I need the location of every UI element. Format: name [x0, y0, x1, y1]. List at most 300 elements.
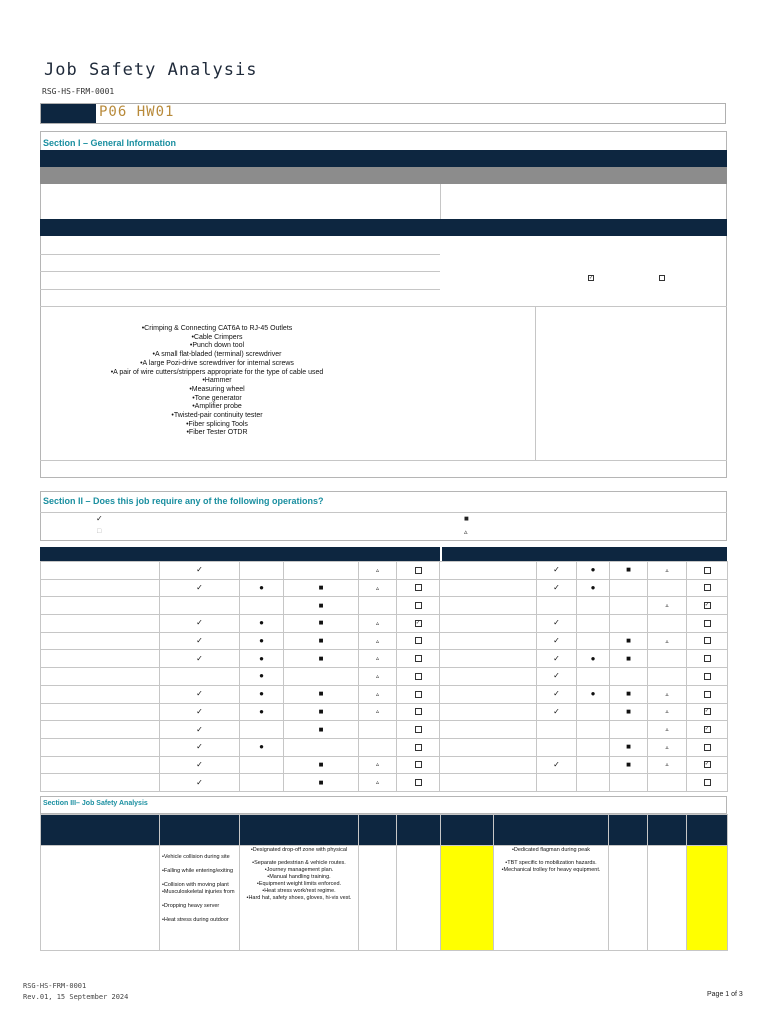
project-code: P06 HW01 — [99, 104, 175, 120]
operation-mark: ● — [259, 583, 264, 593]
operation-mark-cell — [648, 650, 687, 668]
operation-mark: ✓ — [196, 706, 203, 716]
operation-mark-cell — [610, 685, 648, 703]
operation-mark-cell — [687, 756, 728, 774]
operation-mark: ● — [259, 671, 264, 681]
operation-mark-cell — [284, 721, 359, 739]
operation-mark-cell — [648, 756, 687, 774]
operation-mark-cell — [397, 738, 440, 756]
operation-mark-cell — [648, 615, 687, 633]
operation-mark: ■ — [318, 689, 324, 699]
operation-mark-cell — [537, 721, 577, 739]
operation-mark-cell — [160, 721, 240, 739]
operation-mark-cell — [648, 562, 687, 580]
operation-mark-cell — [240, 668, 284, 686]
operation-mark-cell — [610, 615, 648, 633]
operation-mark-cell — [284, 579, 359, 597]
operation-mark: ✓ — [553, 653, 560, 663]
section1-header-bar-2 — [40, 219, 727, 236]
operation-mark: ● — [590, 689, 596, 699]
operation-mark-cell — [160, 738, 240, 756]
operation-mark-cell — [397, 756, 440, 774]
divider — [40, 271, 440, 272]
operation-label-cell — [440, 756, 537, 774]
operation-mark: ✓ — [196, 636, 203, 646]
tool-item: •Fiber Tester OTDR — [186, 429, 248, 437]
operation-row — [41, 774, 728, 792]
operation-mark: ■ — [626, 689, 631, 699]
operation-mark-cell — [610, 668, 648, 686]
tool-item: •Twisted-pair continuity tester — [171, 412, 263, 420]
operation-mark-cell — [610, 632, 648, 650]
operation-mark-cell — [160, 756, 240, 774]
operation-mark-cell — [648, 668, 687, 686]
checkbox-checked[interactable] — [415, 620, 422, 627]
operation-mark: ▵ — [665, 762, 669, 769]
checkbox-checked[interactable] — [704, 726, 711, 733]
section1-heading: Section I – General Information — [43, 138, 177, 148]
operation-mark-cell — [160, 668, 240, 686]
operation-mark: ✓ — [196, 583, 203, 593]
footer-doc-number: RSG-HS-FRM-0001 — [23, 982, 87, 990]
operation-mark-cell — [359, 774, 397, 792]
operation-mark-cell — [610, 597, 648, 615]
control-item: •Separate pedestrian & vehicle routes. — [252, 860, 346, 866]
operation-mark-cell — [284, 615, 359, 633]
operation-mark-cell — [284, 774, 359, 792]
jsa-header-cell — [41, 815, 160, 846]
operation-mark: ✓ — [196, 565, 203, 575]
operation-label-cell — [41, 632, 160, 650]
operation-mark-cell — [397, 668, 440, 686]
operation-mark-cell — [284, 632, 359, 650]
operation-mark-cell — [160, 685, 240, 703]
page-number: Page 1 of 3 — [707, 991, 743, 998]
operation-label-cell — [440, 579, 537, 597]
hazard-item: •Heat stress during outdoor — [162, 917, 229, 923]
operation-mark-cell — [359, 721, 397, 739]
operation-mark-cell — [648, 703, 687, 721]
jsa-header-cell — [648, 815, 687, 846]
operation-mark-cell — [577, 703, 610, 721]
operation-mark-cell — [284, 650, 359, 668]
checkbox-unchecked[interactable] — [704, 637, 711, 644]
operation-mark-cell — [537, 650, 577, 668]
tool-item: •Fiber splicing Tools — [186, 420, 248, 428]
operation-mark: ▵ — [665, 603, 669, 610]
checkbox-unchecked[interactable] — [415, 673, 422, 680]
jsa-table — [40, 814, 728, 951]
operation-mark-cell — [537, 562, 577, 580]
controls-cell — [240, 846, 359, 951]
operation-mark-cell — [359, 615, 397, 633]
control-item: •Journey management plan. — [264, 867, 334, 873]
risk-rating-cell — [441, 846, 494, 951]
checkbox-unchecked[interactable] — [704, 655, 711, 662]
operation-mark: ■ — [318, 777, 324, 787]
operation-label-cell — [440, 615, 537, 633]
tool-item: •A pair of wire cutters/strippers appropriate for the type of cable used — [110, 368, 324, 376]
operation-mark: ▵ — [665, 691, 669, 698]
legend-check-symbol: ✓ — [96, 514, 103, 523]
operation-mark-cell — [537, 774, 577, 792]
operation-mark: ▵ — [665, 709, 669, 716]
tool-item: •Tone generator — [192, 394, 242, 402]
operation-row — [41, 738, 728, 756]
operation-mark: ✓ — [196, 742, 203, 752]
checkbox-checked[interactable] — [704, 761, 711, 768]
operation-mark-cell — [537, 668, 577, 686]
operation-mark-cell — [397, 650, 440, 668]
operation-row — [41, 721, 728, 739]
operation-mark: ■ — [626, 565, 631, 575]
operation-mark-cell — [397, 721, 440, 739]
operation-mark: ● — [590, 653, 596, 663]
operation-mark-cell — [160, 597, 240, 615]
operation-mark-cell — [537, 685, 577, 703]
operation-mark-cell — [648, 597, 687, 615]
operation-mark-cell — [610, 756, 648, 774]
tool-item: •A small flat-bladed (terminal) screwdriver — [152, 351, 282, 359]
section3-heading: Section III– Job Safety Analysis — [43, 800, 148, 807]
operation-mark-cell — [397, 579, 440, 597]
operation-mark: ■ — [626, 653, 631, 663]
section1-header-bar — [40, 150, 727, 167]
operation-mark-cell — [610, 703, 648, 721]
operation-mark-cell — [687, 597, 728, 615]
checkbox-unchecked[interactable] — [704, 744, 711, 751]
operation-mark-cell — [537, 738, 577, 756]
operation-mark-cell — [359, 650, 397, 668]
operation-mark-cell — [359, 579, 397, 597]
footer-revision: Rev.01, 15 September 2024 — [23, 993, 129, 1001]
operation-row — [41, 756, 728, 774]
operation-mark-cell — [687, 721, 728, 739]
hazard-item: •Collision with moving plant •Musculoskeletal injuries from — [162, 882, 235, 895]
checkbox-unchecked[interactable] — [415, 637, 422, 644]
operation-mark: ● — [259, 618, 264, 628]
checkbox-unchecked[interactable] — [415, 567, 422, 574]
operation-row — [41, 650, 728, 668]
control-item: •Designated drop-off zone with physical — [250, 847, 348, 853]
checkbox-unchecked[interactable] — [415, 691, 422, 698]
tool-item: •Crimping & Connecting CAT6A to RJ-45 Outlets — [141, 325, 293, 332]
control-item: •Manual handling training. — [267, 874, 331, 880]
operation-label-cell — [41, 703, 160, 721]
operation-mark-cell — [648, 632, 687, 650]
document-number: RSG-HS-FRM-0001 — [42, 87, 115, 96]
operation-mark-cell — [359, 597, 397, 615]
operation-mark-cell — [240, 579, 284, 597]
operation-mark: ✓ — [196, 653, 203, 663]
checkbox-unchecked[interactable] — [415, 708, 422, 715]
checkbox-unchecked[interactable] — [415, 726, 422, 733]
jsa-header-cell — [160, 815, 240, 846]
operation-mark-cell — [284, 703, 359, 721]
operation-mark: ✓ — [553, 671, 560, 681]
operation-mark-cell — [359, 632, 397, 650]
operation-label-cell — [440, 632, 537, 650]
operation-mark-cell — [577, 579, 610, 597]
operation-label-cell — [440, 668, 537, 686]
legend-box-symbol: □ — [97, 528, 102, 535]
operation-mark: ✓ — [553, 706, 560, 716]
checkbox-checked[interactable]: ✓ — [589, 275, 594, 281]
operation-mark-cell — [687, 579, 728, 597]
checkbox-unchecked[interactable] — [704, 779, 711, 786]
operation-mark-cell — [160, 615, 240, 633]
operation-mark-cell — [577, 562, 610, 580]
checkbox-unchecked[interactable] — [704, 584, 711, 591]
operation-mark: ✓ — [553, 689, 560, 699]
checkbox-unchecked[interactable] — [659, 275, 665, 281]
residual-risk-cell — [687, 846, 728, 951]
operation-mark-cell — [160, 703, 240, 721]
operation-mark-cell — [537, 579, 577, 597]
operation-mark-cell — [577, 597, 610, 615]
operation-label-cell — [41, 685, 160, 703]
operation-mark: ■ — [318, 636, 324, 646]
operation-label-cell — [41, 562, 160, 580]
operation-label-cell — [41, 774, 160, 792]
jsa-header-cell — [397, 815, 441, 846]
operation-mark: ● — [259, 636, 264, 646]
operation-mark-cell — [397, 703, 440, 721]
operation-mark: ■ — [318, 759, 324, 769]
operation-mark-cell — [240, 632, 284, 650]
operation-label-cell — [440, 650, 537, 668]
operation-mark-cell — [397, 562, 440, 580]
checkbox-unchecked[interactable] — [415, 602, 422, 609]
checkbox-unchecked[interactable] — [415, 655, 422, 662]
operation-mark-cell — [537, 632, 577, 650]
additional-controls-cell — [494, 846, 609, 951]
tool-item: •A large Pozi-drive screwdriver for internal screws — [140, 359, 294, 367]
jsa-header-cell — [494, 815, 609, 846]
operation-mark-cell — [397, 597, 440, 615]
operation-label-cell — [440, 562, 537, 580]
operation-mark-cell — [610, 579, 648, 597]
operation-mark-cell — [687, 632, 728, 650]
operation-mark-cell — [240, 774, 284, 792]
operation-mark-cell — [648, 721, 687, 739]
operation-mark-cell — [687, 738, 728, 756]
operation-mark-cell — [284, 738, 359, 756]
operation-mark-cell — [610, 721, 648, 739]
operation-mark: ■ — [626, 636, 631, 646]
checkbox-unchecked[interactable] — [415, 779, 422, 786]
section2-heading: Section II – Does this job require any of the following operations? — [43, 496, 324, 506]
control-item: •Heat stress work/rest regime. — [262, 888, 336, 894]
hazards-cell — [160, 846, 240, 951]
hazard-item: •Falling while entering/exiting — [162, 868, 234, 874]
operation-mark: ■ — [626, 706, 631, 716]
operations-grid — [40, 561, 728, 792]
control-item: •Equipment weight limits enforced. — [256, 881, 342, 887]
operation-mark: ▵ — [375, 691, 379, 698]
hazard-item: •Vehicle collision during site — [162, 854, 230, 860]
operation-mark: ✓ — [196, 777, 203, 787]
operation-mark: ■ — [626, 759, 631, 769]
operation-mark: ▵ — [375, 780, 379, 787]
operation-mark: ✓ — [196, 724, 203, 734]
operation-mark-cell — [687, 562, 728, 580]
operation-mark: ■ — [626, 742, 631, 752]
jsa-cell — [648, 846, 687, 951]
operation-mark-cell — [284, 597, 359, 615]
operation-mark-cell — [687, 615, 728, 633]
checkbox-unchecked[interactable] — [415, 744, 422, 751]
operation-mark: ■ — [318, 706, 324, 716]
operation-mark: ▵ — [665, 567, 669, 574]
operation-mark: ● — [590, 565, 596, 575]
operation-mark: ● — [259, 653, 264, 663]
operation-mark-cell — [240, 562, 284, 580]
operation-label-cell — [41, 579, 160, 597]
tool-item: •Measuring wheel — [189, 385, 245, 393]
jsa-header-cell — [687, 815, 728, 846]
operation-mark-cell — [240, 650, 284, 668]
operation-mark: ✓ — [553, 565, 560, 575]
operation-row — [41, 615, 728, 633]
checkbox-unchecked[interactable] — [415, 761, 422, 768]
project-id-bar — [40, 103, 726, 124]
hazard-item: •Dropping heavy server — [162, 903, 220, 909]
operation-mark-cell — [610, 650, 648, 668]
operation-mark: ▵ — [375, 762, 379, 769]
operation-mark-cell — [577, 721, 610, 739]
operation-mark: ✓ — [196, 618, 203, 628]
operation-mark-cell — [687, 774, 728, 792]
operation-row — [41, 685, 728, 703]
operation-mark: ✓ — [553, 583, 560, 593]
tool-item: •Cable Crimpers — [191, 333, 243, 341]
operation-mark-cell — [397, 685, 440, 703]
checkbox-checked[interactable] — [704, 602, 711, 609]
operation-mark-cell — [648, 738, 687, 756]
operation-mark-cell — [577, 738, 610, 756]
divider — [40, 512, 727, 513]
operation-row — [41, 668, 728, 686]
operation-mark-cell — [577, 650, 610, 668]
operation-mark-cell — [648, 774, 687, 792]
project-id-marker — [41, 104, 96, 123]
operation-label-cell — [440, 774, 537, 792]
operation-row — [41, 562, 728, 580]
operation-mark-cell — [397, 632, 440, 650]
operation-label-cell — [41, 650, 160, 668]
operation-mark: ■ — [318, 583, 324, 593]
divider — [40, 289, 440, 290]
operation-mark-cell — [397, 774, 440, 792]
operation-label-cell — [440, 685, 537, 703]
checkbox-unchecked[interactable] — [704, 620, 711, 627]
checkbox-unchecked[interactable] — [704, 673, 711, 680]
operation-mark-cell — [284, 756, 359, 774]
jsa-header-cell — [609, 815, 648, 846]
jsa-cell — [609, 846, 648, 951]
operations-header-left — [40, 547, 440, 561]
checkbox-unchecked[interactable] — [704, 691, 711, 698]
operation-mark-cell — [359, 685, 397, 703]
jsa-header-cell — [441, 815, 494, 846]
operation-row — [41, 703, 728, 721]
operation-mark-cell — [648, 579, 687, 597]
operation-mark: ✓ — [553, 618, 560, 628]
operation-mark-cell — [610, 774, 648, 792]
operation-mark-cell — [537, 703, 577, 721]
operation-mark-cell — [160, 579, 240, 597]
operation-mark-cell — [537, 615, 577, 633]
jsa-cell — [397, 846, 441, 951]
operation-mark-cell — [359, 738, 397, 756]
operation-mark-cell — [687, 668, 728, 686]
operation-label-cell — [440, 703, 537, 721]
operation-mark-cell — [240, 721, 284, 739]
operation-mark-cell — [240, 615, 284, 633]
additional-control-item: •Mechanical trolley for heavy equipment. — [501, 867, 601, 873]
operation-mark-cell — [160, 562, 240, 580]
tool-item: •Amplifier probe — [192, 403, 242, 411]
operation-mark: ▵ — [375, 709, 379, 716]
operation-mark-cell — [577, 756, 610, 774]
operation-mark: ■ — [318, 618, 324, 628]
operation-mark: ● — [590, 583, 596, 593]
operation-mark-cell — [577, 615, 610, 633]
operation-mark: ▵ — [665, 744, 669, 751]
checkbox-unchecked[interactable] — [415, 584, 422, 591]
operation-mark-cell — [240, 738, 284, 756]
operation-mark: ■ — [318, 724, 324, 734]
operation-mark: ▵ — [375, 673, 379, 680]
operation-row — [41, 632, 728, 650]
checkbox-checked[interactable] — [704, 708, 711, 715]
operation-mark-cell — [397, 615, 440, 633]
operation-mark: ▵ — [375, 638, 379, 645]
divider — [40, 306, 727, 307]
jsa-header-cell — [359, 815, 397, 846]
operation-mark-cell — [577, 774, 610, 792]
operation-mark: ✓ — [196, 759, 203, 769]
divider — [535, 306, 536, 460]
operation-row — [41, 579, 728, 597]
operation-mark-cell — [284, 668, 359, 686]
operation-label-cell — [41, 721, 160, 739]
operation-label-cell — [41, 756, 160, 774]
operation-mark-cell — [537, 597, 577, 615]
operation-mark: ■ — [318, 600, 324, 610]
operation-mark-cell — [687, 650, 728, 668]
operation-mark-cell — [359, 668, 397, 686]
operation-mark-cell — [577, 668, 610, 686]
section1-subheader-bar — [40, 167, 727, 184]
operation-mark-cell — [160, 650, 240, 668]
operation-mark: ▵ — [665, 638, 669, 645]
operation-mark: ● — [259, 742, 264, 752]
operation-mark: ✓ — [553, 759, 560, 769]
operation-mark: ● — [259, 706, 264, 716]
operation-mark: ▵ — [665, 727, 669, 734]
operation-mark-cell — [359, 703, 397, 721]
divider — [40, 460, 727, 461]
checkbox-unchecked[interactable] — [704, 567, 711, 574]
additional-control-item: •Dedicated flagman during peak — [511, 847, 591, 853]
operation-mark-cell — [577, 632, 610, 650]
operation-mark: ▵ — [375, 585, 379, 592]
operation-mark-cell — [160, 774, 240, 792]
operation-label-cell — [41, 668, 160, 686]
divider — [440, 184, 441, 219]
